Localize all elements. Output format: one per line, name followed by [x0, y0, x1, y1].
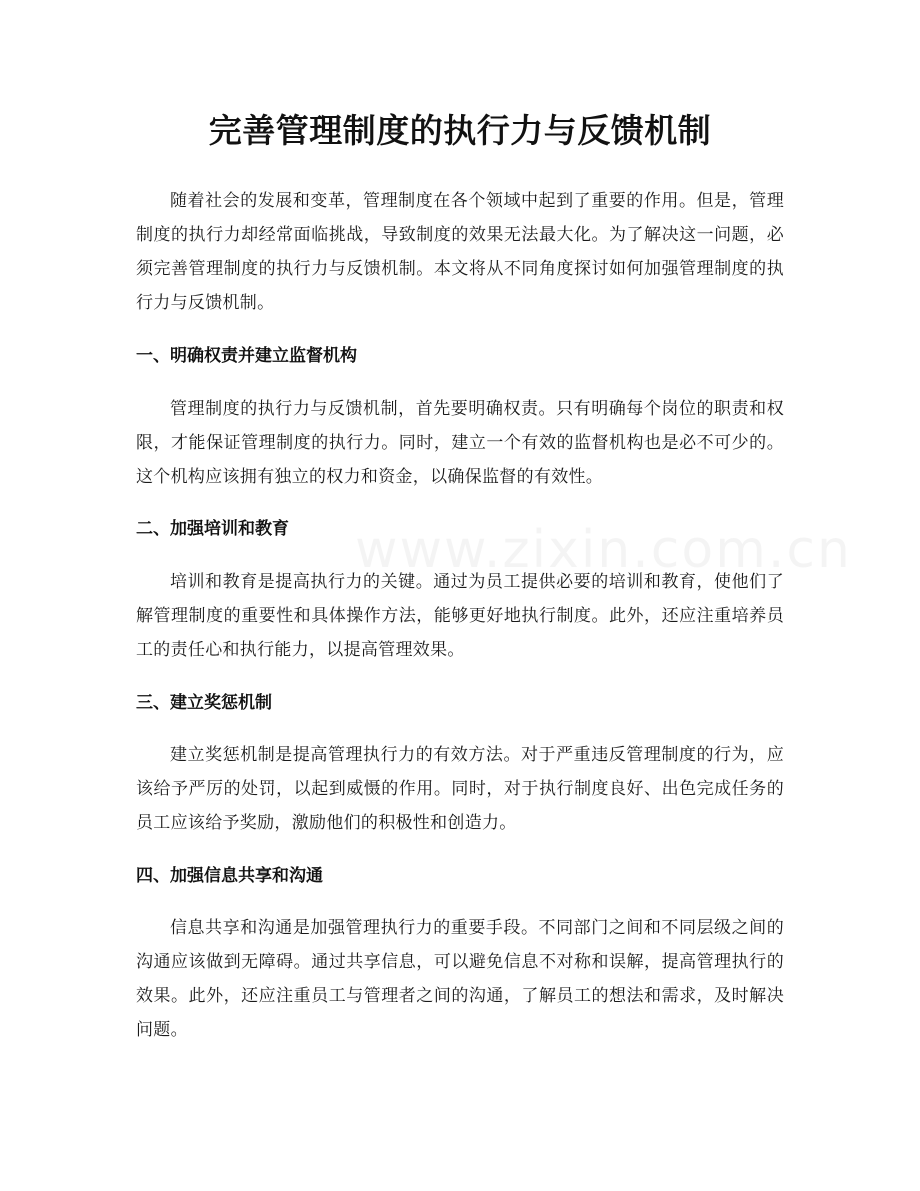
section-heading-4: 四、加强信息共享和沟通 [136, 866, 323, 886]
section-body-2: 培训和教育是提高执行力的关键。通过为员工提供必要的培训和教育，使他们了解管理制度的重要性和具体操作方法，能够更好地执行制度。此外，还应注重培养员工的责任心和执行能力，以提高管理效果。 [136, 572, 784, 660]
section-body-1: 管理制度的执行力与反馈机制，首先要明确权责。只有明确每个岗位的职责和权限，才能保证管理制度的执行力。同时，建立一个有效的监督机构也是必不可少的。这个机构应该拥有独立的权力和资金，以确保监督的有效性。 [136, 399, 784, 487]
document-title: 完善管理制度的执行力与反馈机制 [208, 111, 712, 150]
intro-paragraph: 随着社会的发展和变革，管理制度在各个领域中起到了重要的作用。但是，管理制度的执行力却经常面临挑战，导致制度的效果无法最大化。为了解决这一问题，必须完善管理制度的执行力与反馈机制。本文将从不同角度探讨如何加强管理制度的执行力与反馈机制。 [136, 191, 784, 313]
section-heading-1: 一、明确权责并建立监督机构 [136, 346, 357, 366]
section-body-3: 建立奖惩机制是提高管理执行力的有效方法。对于严重违反管理制度的行为，应该给予严厉的处罚，以起到威慑的作用。同时，对于执行制度良好、出色完成任务的员工应该给予奖励，激励他们的积极性和创造力。 [136, 745, 784, 833]
section-heading-3: 三、建立奖惩机制 [136, 693, 272, 713]
section-heading-2: 二、加强培训和教育 [136, 519, 289, 539]
section-body-4: 信息共享和沟通是加强管理执行力的重要手段。不同部门之间和不同层级之间的沟通应该做到无障碍。通过共享信息，可以避免信息不对称和误解，提高管理执行的效果。此外，还应注重员工与管理者之间的沟通，了解员工的想法和需求，及时解决问题。 [136, 918, 784, 1040]
